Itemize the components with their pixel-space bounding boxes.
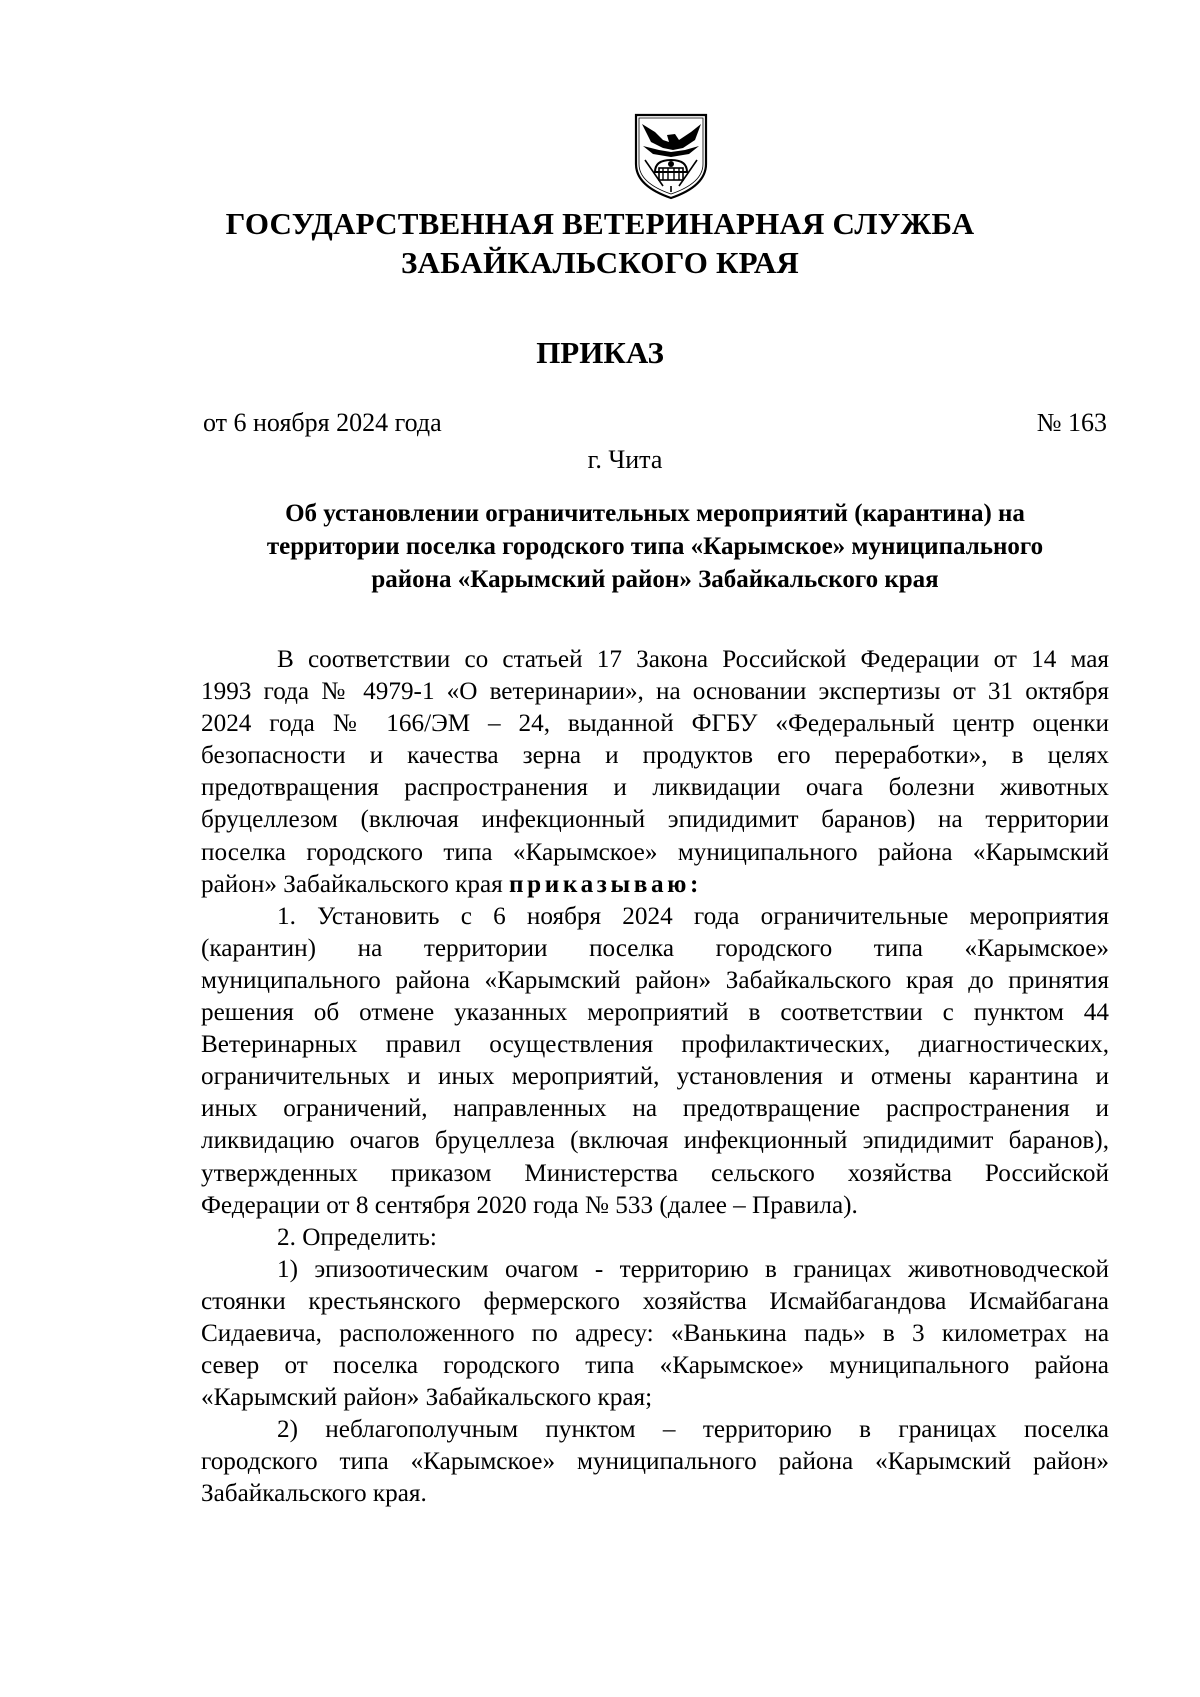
coat-of-arms-emblem: [633, 112, 709, 200]
organization-name: [0, 204, 1200, 282]
document-number: № 163: [1036, 408, 1107, 437]
subject-line: района «Карымский район» Забайкальского края: [371, 566, 939, 593]
body-line: 1) эпизоотическим очагом - территорию в границах животноводческой: [277, 1255, 1109, 1283]
body-line: Забайкальского края.: [201, 1480, 427, 1508]
body-line: ограничительных и иных мероприятий, установления и отмены карантина и: [201, 1063, 1109, 1091]
order-emphasis: приказываю:: [509, 870, 703, 898]
body-line: 2024 года № 166/ЭМ – 24, выданной ФГБУ «Федеральный центр оценки: [201, 710, 1109, 738]
body-line: север от поселка городского типа «Карымское» муниципального района: [201, 1352, 1109, 1380]
subject-line: территории поселка городского типа «Карымское» муниципального: [266, 533, 1044, 560]
body-line: 1. Установить с 6 ноября 2024 года ограничительные мероприятия: [277, 902, 1109, 930]
body-line: бруцеллезом (включая инфекционный эпидидимит баранов) на территории: [201, 806, 1109, 834]
document-date: от 6 ноября 2024 года: [203, 408, 442, 437]
organization-name-line-1: ГОСУДАРСТВЕННАЯ ВЕТЕРИНАРНАЯ СЛУЖБА: [225, 206, 975, 241]
body-line: 1993 года № 4979-1 «О ветеринарии», на основании экспертизы от 31 октября: [201, 678, 1109, 706]
body-line: Сидаевича, расположенного по адресу: «Ванькина падь» в 3 километрах на: [201, 1319, 1109, 1347]
body-line: (карантин) на территории поселка городского типа «Карымское»: [201, 934, 1109, 962]
body-line: городского типа «Карымское» муниципального района «Карымский район»: [201, 1448, 1109, 1476]
document-city: г. Чита: [587, 445, 663, 474]
body-line: муниципального района «Карымский район» Забайкальского края до принятия: [201, 966, 1109, 994]
body-line-with-emphasis: [201, 869, 1109, 901]
body-line: 2. Определить:: [277, 1223, 437, 1251]
organization-name-line-2: ЗАБАЙКАЛЬСКОГО КРАЯ: [400, 245, 800, 280]
body-line: решения об отмене указанных мероприятий в соответствии с пунктом 44: [201, 999, 1109, 1027]
body-text: район» Забайкальского края: [201, 870, 503, 898]
body-line: иных ограничений, направленных на предотвращение распространения и: [201, 1095, 1109, 1123]
body-line: поселка городского типа «Карымское» муниципального района «Карымский: [201, 838, 1109, 866]
document-type: ПРИКАЗ: [536, 335, 664, 370]
body-line: 2) неблагополучным пунктом – территорию в границах поселка: [277, 1416, 1109, 1444]
document-subject: [200, 497, 1110, 596]
body-line: Ветеринарных правил осуществления профилактических, диагностических,: [201, 1031, 1109, 1059]
body-line: утвержденных приказом Министерства сельского хозяйства Российской: [201, 1159, 1109, 1187]
body-line: предотвращения распространения и ликвидации очага болезни животных: [201, 774, 1109, 802]
body-line: стоянки крестьянского фермерского хозяйства Исмайбагандова Исмайбагана: [201, 1287, 1109, 1315]
document-body: [201, 644, 1109, 1511]
body-line: «Карымский район» Забайкальского края;: [201, 1384, 653, 1412]
body-line: безопасности и качества зерна и продуктов его переработки», в целях: [201, 742, 1109, 770]
body-line: ликвидацию очагов бруцеллеза (включая инфекционный эпидидимит баранов),: [201, 1127, 1109, 1155]
body-line: В соответствии со статьей 17 Закона Российской Федерации от 14 мая: [277, 646, 1109, 673]
body-line: Федерации от 8 сентября 2020 года № 533 (далее – Правила).: [201, 1191, 858, 1219]
subject-line: Об установлении ограничительных мероприятий (карантина) на: [285, 500, 1025, 527]
